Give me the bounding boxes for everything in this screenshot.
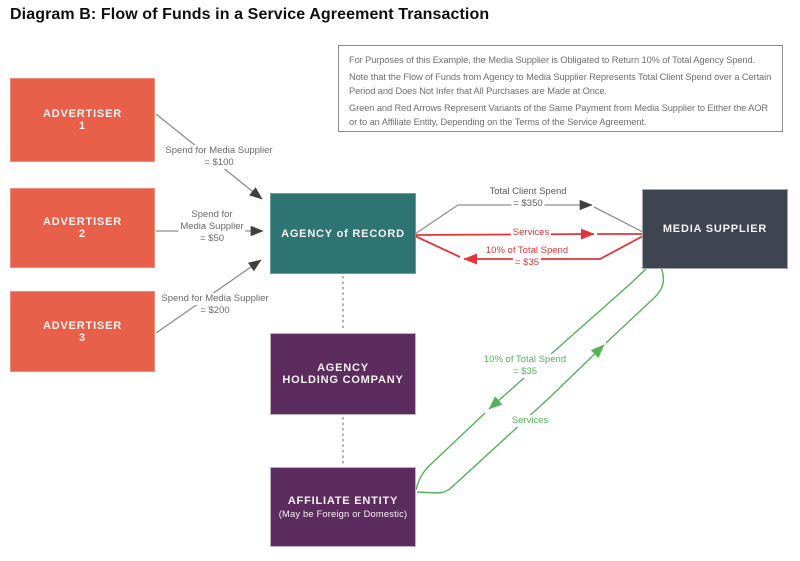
line-rebate-green-tail: [416, 413, 485, 490]
node-advertiser-3: ADVERTISER 3: [10, 291, 155, 372]
line-total-client-spend-tail: [594, 207, 643, 232]
note-line-3: Green and Red Arrows Represent Variants of the Same Payment from Media Supplier to Either the AOR or to an Affiliate Entity, Depending on the Terms of the Service Agreement.: [349, 103, 769, 127]
line-services-green-bottom: [417, 399, 548, 493]
node-media-supplier: MEDIA SUPPLIER: [642, 189, 788, 269]
flow-label-rebate-red: 10% of Total Spend = $35: [485, 245, 569, 268]
flow-label-adv2-spend: Spend for Media Supplier = $50: [180, 209, 244, 244]
line-services-red-arrow: [415, 234, 594, 235]
line-rebate-red-tail: [415, 236, 460, 257]
flow-label-services-red: Services: [512, 227, 550, 238]
flow-label-total-client-spend: Total Client Spend = $350: [489, 186, 567, 209]
flow-label-adv3-spend: Spend for Media Supplier = $200: [161, 293, 269, 316]
line-rebate-green-arrow: [489, 269, 646, 409]
node-affiliate-entity: AFFILIATE ENTITY (May be Foreign or Domestic): [270, 467, 416, 547]
flow-label-services-green: Services: [511, 415, 549, 426]
note-line-1: For Purposes of this Example, the Media Supplier is Obligated to Return 10% of Total Agency Spend.: [349, 55, 756, 65]
flow-label-adv1-spend: Spend for Media Supplier = $100: [165, 145, 273, 168]
diagram-title: Diagram B: Flow of Funds in a Service Agreement Transaction: [10, 6, 490, 23]
node-advertiser-1: ADVERTISER 1: [10, 78, 155, 162]
node-agency-holding-company: AGENCY HOLDING COMPANY: [270, 333, 416, 415]
node-advertiser-2: ADVERTISER 2: [10, 188, 155, 268]
flow-label-rebate-green: 10% of Total Spend = $35: [483, 354, 567, 377]
node-agency-of-record: AGENCY of RECORD: [270, 193, 416, 274]
note-line-2: Note that the Flow of Funds from Agency to Media Supplier Represents Total Client Spend over a Certain Period and Does Not Infer that All Purchases are Made at Once.: [349, 72, 772, 96]
